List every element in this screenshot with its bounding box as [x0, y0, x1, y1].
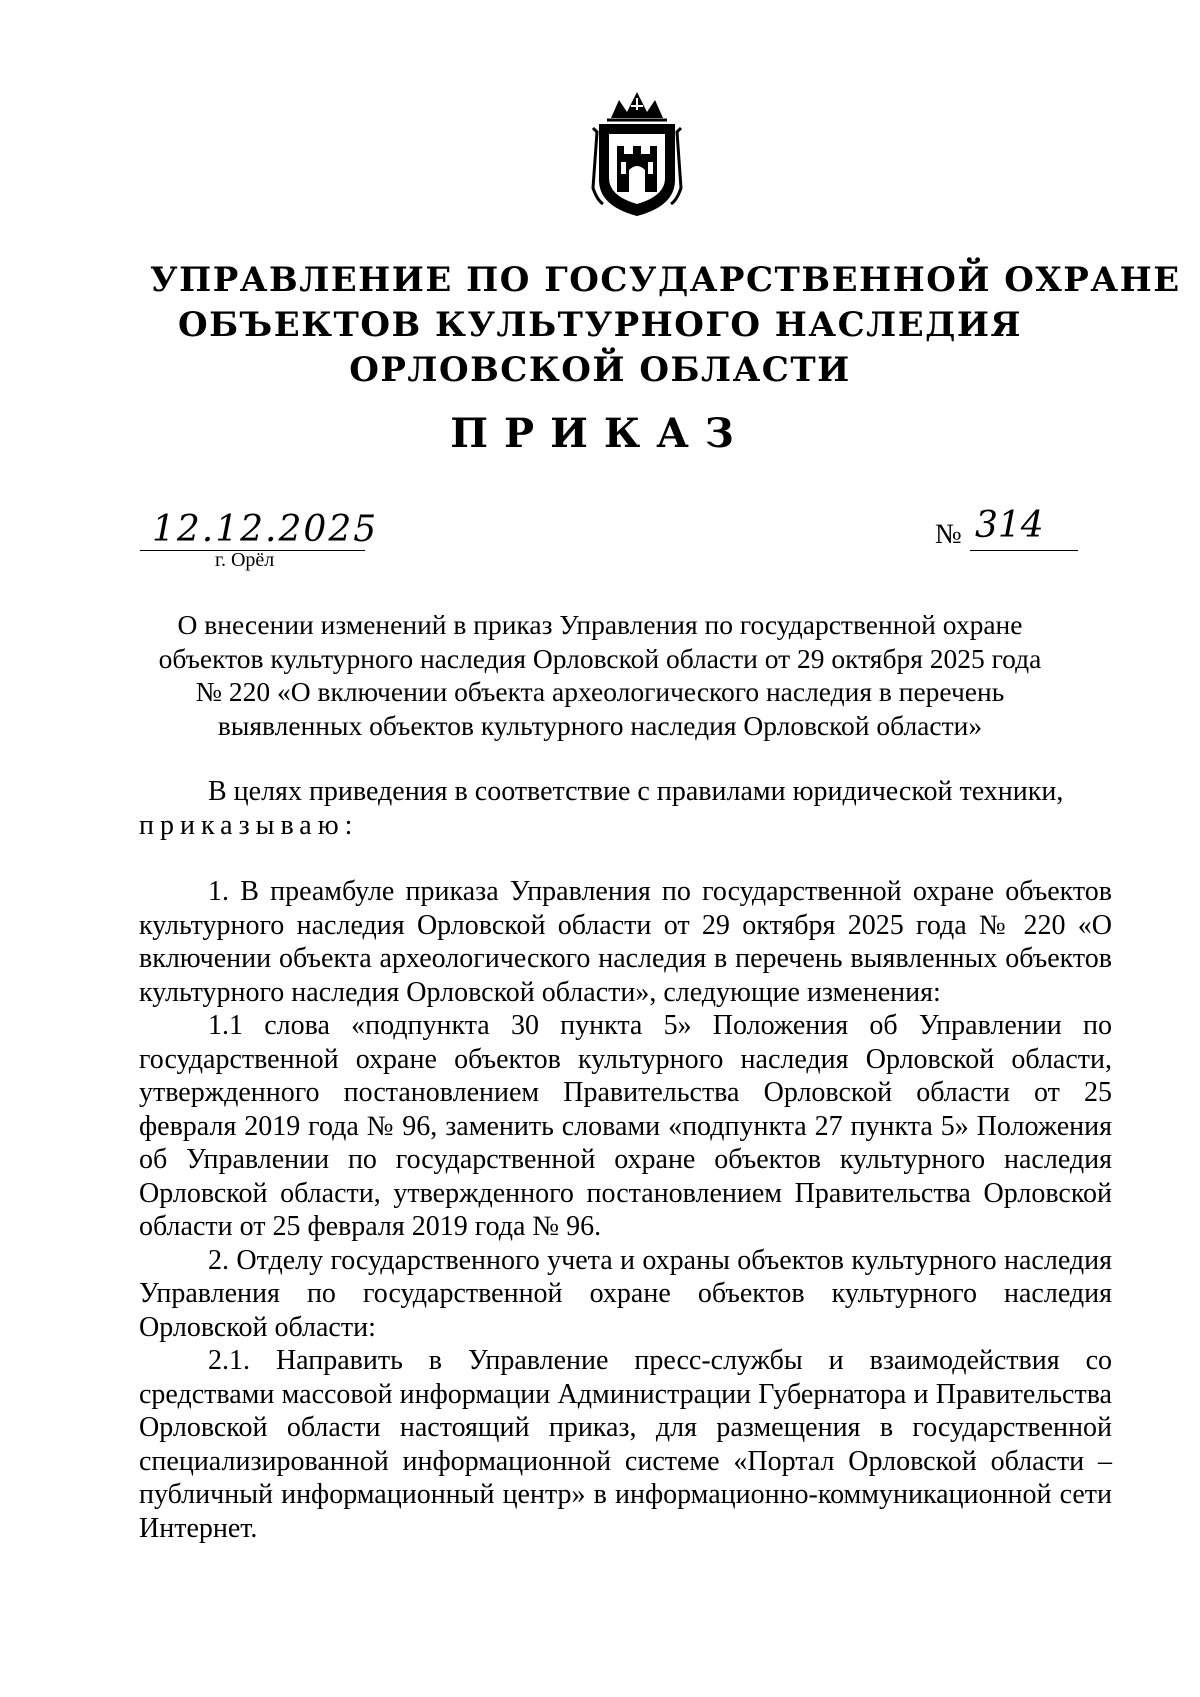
subject-line: объектов культурного наследия Орловской области от 29 октября 2025 года: [158, 642, 1042, 674]
preamble-paragraph: [139, 775, 1112, 842]
coat-of-arms-icon: [587, 88, 687, 218]
subject-line: выявленных объектов культурного наследия Орловской области»: [217, 709, 983, 741]
paragraph-2-1: 2.1. Направить в Управление пресс-службы и взаимодействия со средствами массовой информации Администрации Губернатора и Правительства Орловской области настоящий приказ, для размещения в государственной специализированной информационной системе «Портал Орловской области – публичный информационный центр» в информационно-коммуникационной сети Интернет.: [139, 1345, 1112, 1544]
order-date: 12.12.2025: [152, 509, 379, 550]
organization-name-line: УПРАВЛЕНИЕ ПО ГОСУДАРСТВЕННОЙ ОХРАНЕ: [150, 260, 1181, 300]
order-number: 314: [975, 505, 1044, 546]
number-label: №: [935, 519, 962, 550]
order-word: приказываю:: [139, 809, 359, 841]
organization-name-line: ОРЛОВСКОЙ ОБЛАСТИ: [349, 350, 851, 390]
paragraph-1-1: 1.1 слова «подпункта 30 пункта 5» Положения об Управлении по государственной охране объектов культурного наследия Орловской области, утвержденного постановлением Правительства Орловской области от 25 февраля 2019 года № 96, заменить словами «подпункта 27 пункта 5» Положения об Управлении по государственной охране объектов культурного наследия Орловской области, утвержденного постановлением Правительства Орловской области от 25 февраля 2019 года № 96.: [139, 1010, 1112, 1242]
preamble-text: В целях приведения в соответствие с правилами юридической техники,: [208, 776, 1064, 807]
organization-name-line: ОБЪЕКТОВ КУЛЬТУРНОГО НАСЛЕДИЯ: [178, 305, 1022, 345]
subject-line: О внесении изменений в приказ Управления по государственной охране: [177, 609, 1023, 640]
subject-line: № 220 «О включении объекта археологического наследия в перечень: [195, 676, 1005, 707]
paragraph-2: 2. Отделу государственного учета и охраны объектов культурного наследия Управления по государственной охране объектов культурного наследия Орловской области:: [139, 1244, 1112, 1343]
paragraph-1: 1. В преамбуле приказа Управления по государственной охране объектов культурного наследия Орловской области от 29 октября 2025 года № 220 «О включении объекта археологического наследия в перечень выявленных объектов культурного наследия Орловской области», следующие изменения:: [139, 876, 1112, 1008]
order-subject: [150, 608, 1050, 742]
city-name: г. Орёл: [215, 549, 275, 571]
number-underline: [970, 550, 1078, 551]
order-body: [139, 775, 1112, 1545]
document-type-title: ПРИКАЗ: [450, 410, 750, 457]
